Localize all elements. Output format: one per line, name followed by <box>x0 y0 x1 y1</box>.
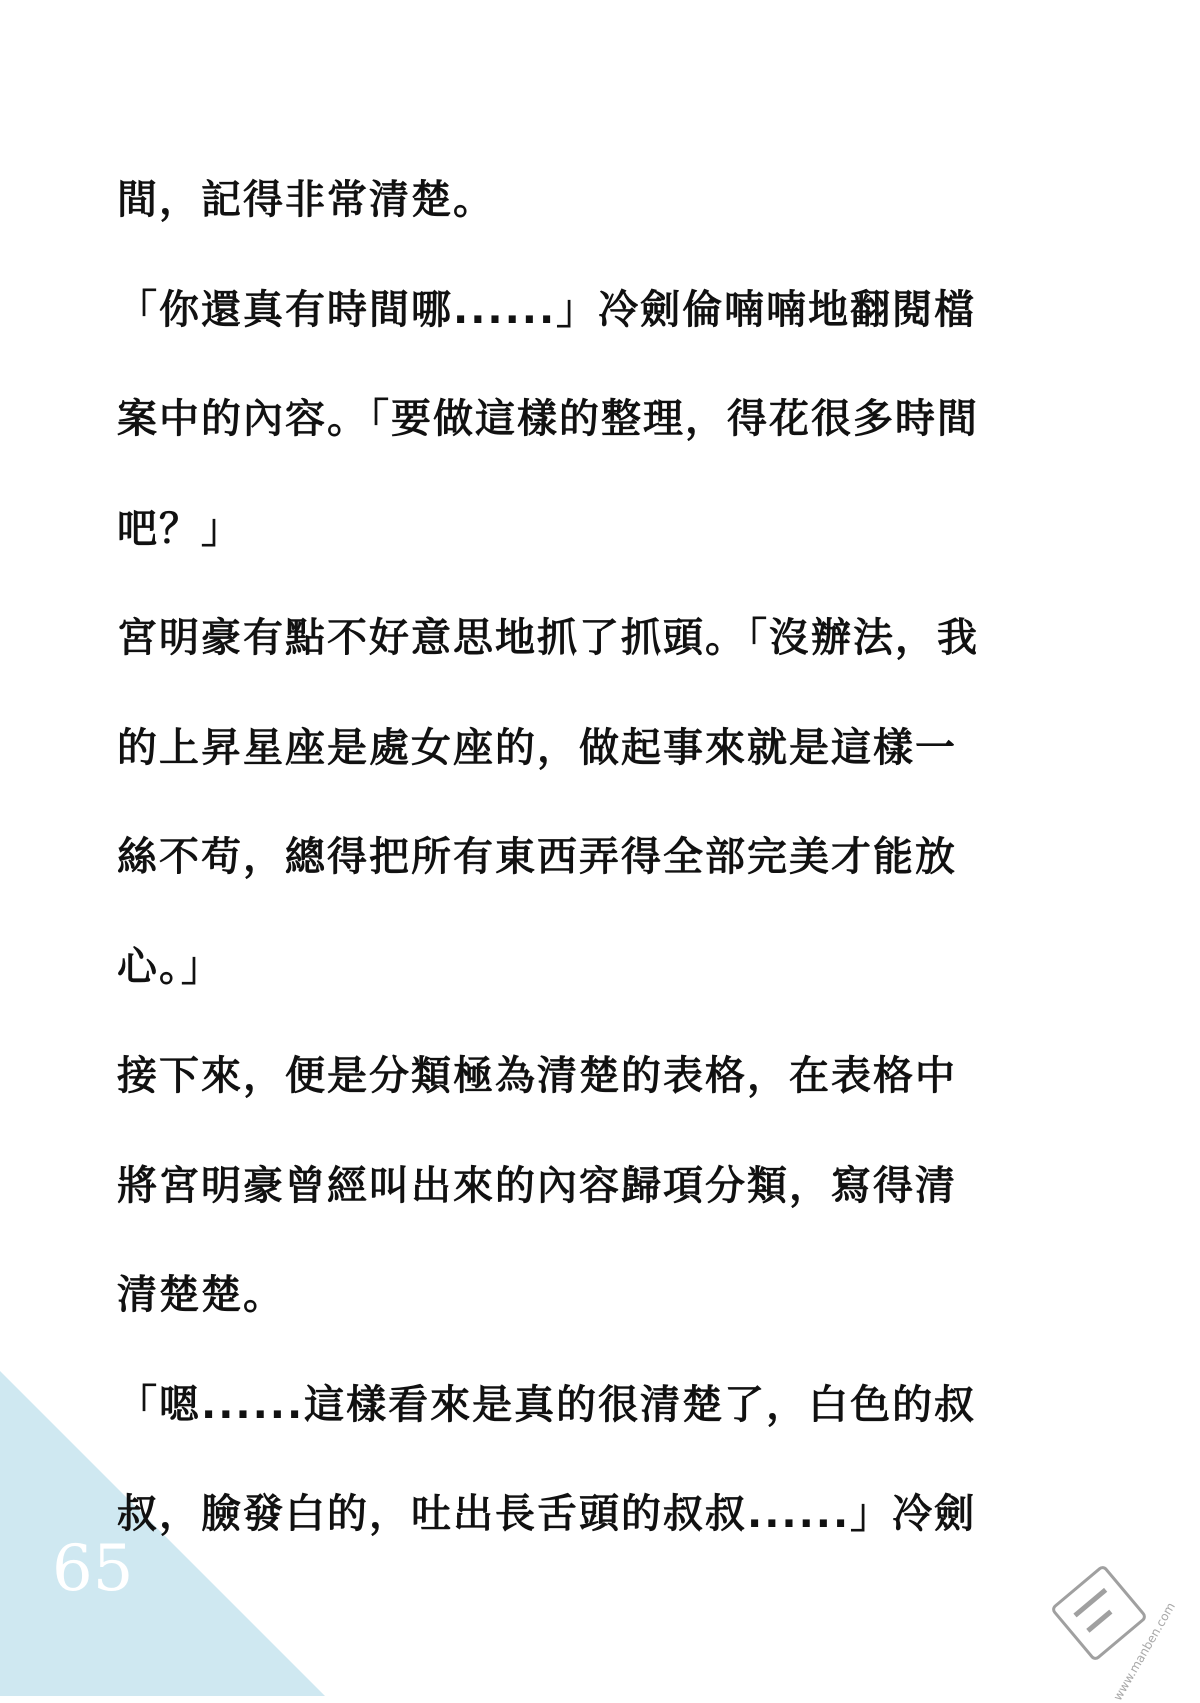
text-line: 間，記得非常清楚。 <box>117 177 495 223</box>
text-line: 「嗯......這樣看來是真的很清楚了，白色的叔 <box>117 1381 977 1428</box>
watermark <box>1064 1560 1179 1703</box>
body-text <box>117 168 1087 1592</box>
text-line: 案中的內容。「要做這樣的整理，得花很多時間 <box>117 396 979 442</box>
text-line: 叔，臉發白的，吐出長舌頭的叔叔......」冷劍 <box>117 1491 977 1537</box>
watermark-logo-icon <box>1050 1564 1149 1663</box>
page-number: 65 <box>52 1532 134 1606</box>
text-line: 心。」 <box>117 943 223 990</box>
text-line: 絲不苟，總得把所有東西弄得全部完美才能放 <box>117 834 957 880</box>
text-line: 「你還真有時間哪......」冷劍倫喃喃地翻閱檔 <box>117 286 977 333</box>
text-line: 清楚楚。 <box>117 1272 285 1318</box>
watermark-url: www.manben.com <box>1110 1600 1179 1703</box>
text-line: 吧？」 <box>117 505 243 552</box>
text-line: 將宮明豪曾經叫出來的內容歸項分類，寫得清 <box>117 1162 957 1209</box>
text-line: 的上昇星座是處女座的，做起事來就是這樣一 <box>117 724 957 771</box>
text-line: 接下來，便是分類極為清楚的表格，在表格中 <box>117 1053 957 1099</box>
text-line: 宮明豪有點不好意思地抓了抓頭。「沒辦法，我 <box>117 615 979 661</box>
